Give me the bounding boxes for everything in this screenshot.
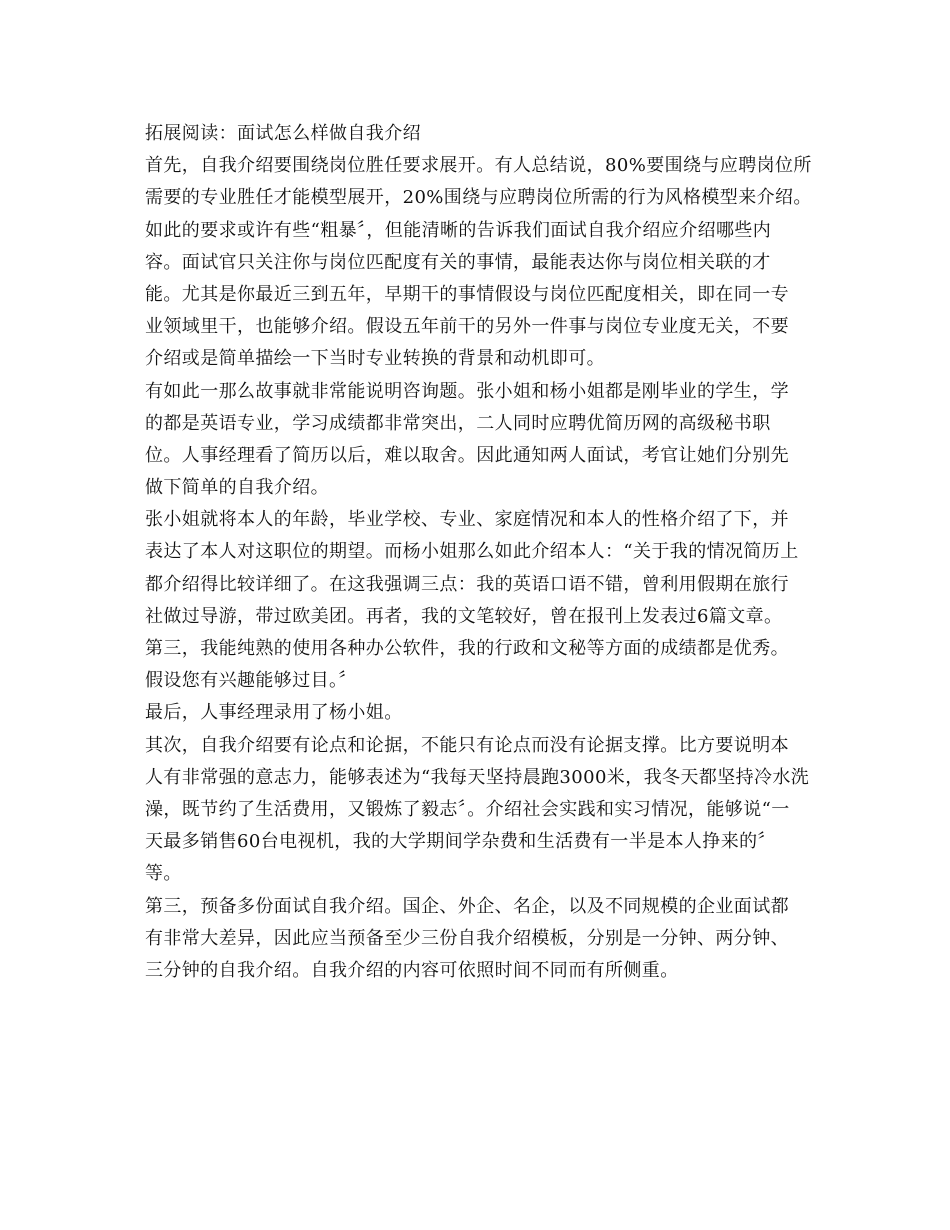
text-line: 假设您有兴趣能够过目。〞 [145, 670, 357, 692]
text-line: 最后，人事经理录用了杨小姐。 [145, 702, 403, 724]
text-line: 做下简单的自我介绍。 [145, 477, 329, 499]
text-line: 天最多销售60台电视机，我的大学期间学杂费和生活费有一半是本人挣来的〞 [145, 831, 776, 853]
text-line: 如此的要求或许有些“粗暴〞，但能清晰的告诉我们面试自我介绍应介绍哪些内 [145, 219, 772, 241]
text-line: 介绍或是简单描绘一下当时专业转换的背景和动机即可。 [145, 348, 605, 370]
text-line: 澡，既节约了生活费用，又锻炼了毅志〞。介绍社会实践和实习情况，能够说“一 [145, 798, 790, 820]
text-line: 都介绍得比较详细了。在这我强调三点：我的英语口语不错，曾利用假期在旅行 [145, 573, 789, 595]
text-line: 三分钟的自我介绍。自我介绍的内容可依照时间不同而有所侧重。 [145, 959, 679, 981]
text-line: 有如此一那么故事就非常能说明咨询题。张小姐和杨小姐都是刚毕业的学生，学 [145, 380, 789, 402]
document-heading: 拓展阅读：面试怎么样做自我介绍 [145, 123, 421, 144]
text-line: 的都是英语专业，学习成绩都非常突出，二人同时应聘优简历网的高级秘书职 [145, 412, 771, 434]
text-line: 人有非常强的意志力，能够表述为“我每天坚持晨跑3000米，我冬天都坚持冷水洗 [145, 766, 810, 788]
text-line: 有非常大差异，因此应当预备至少三份自我介绍模板，分别是一分钟、两分钟、 [145, 927, 789, 949]
text-line: 表达了本人对这职位的期望。而杨小姐那么如此介绍本人：“关于我的情况简历上 [145, 541, 799, 563]
text-line: 张小姐就将本人的年龄，毕业学校、专业、家庭情况和本人的性格介绍了下，并 [145, 509, 789, 531]
text-line: 其次，自我介绍要有论点和论据，不能只有论点而没有论据支撑。比方要说明本 [145, 734, 789, 756]
text-line: 能。尤其是你最近三到五年，早期干的事情假设与岗位匹配度相关，即在同一专 [145, 283, 789, 305]
text-line: 需要的专业胜任才能模型展开，20%围绕与应聘岗位所需的行为风格模型来介绍。 [145, 187, 812, 209]
text-line: 位。人事经理看了简历以后，难以取舍。因此通知两人面试，考官让她们分别先 [145, 444, 789, 466]
document-body [145, 118, 845, 987]
text-line: 容。面试官只关注你与岗位匹配度有关的事情，最能表达你与岗位相关联的才 [145, 251, 771, 273]
text-line: 第三，我能纯熟的使用各种办公软件，我的行政和文秘等方面的成绩都是优秀。 [145, 638, 789, 659]
text-line: 首先，自我介绍要围绕岗位胜任要求展开。有人总结说，80%要围绕与应聘岗位所 [145, 155, 812, 177]
text-line: 业领域里干，也能够介绍。假设五年前干的另外一件事与岗位专业度无关，不要 [145, 316, 789, 338]
text-line: 第三，预备多份面试自我介绍。国企、外企、名企，以及不同规模的企业面试都 [145, 895, 789, 917]
text-line: 社做过导游，带过欧美团。再者，我的文笔较好，曾在报刊上发表过6篇文章。 [145, 605, 783, 627]
text-line: 等。 [145, 863, 182, 885]
